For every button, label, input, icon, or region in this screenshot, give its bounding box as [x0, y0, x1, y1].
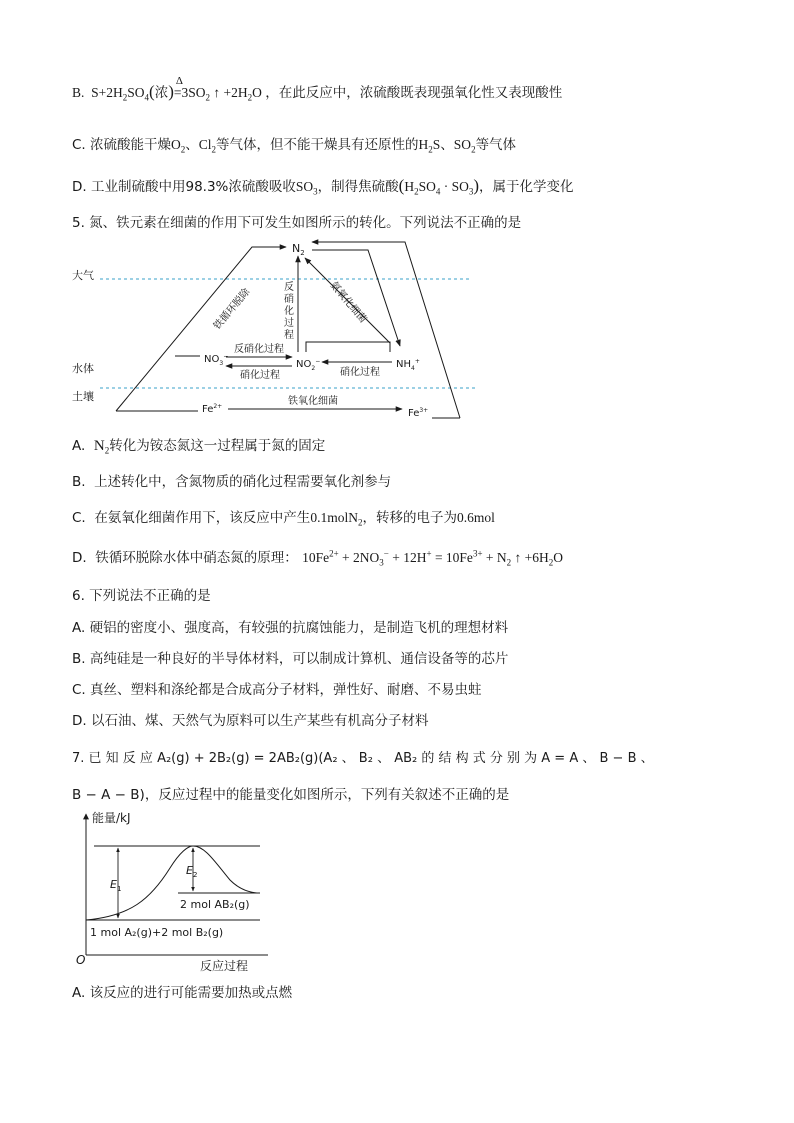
q4-option-c: C. 浓硫酸能干燥$O_2$、$Cl_2$等气体，但不能干燥具有还原性的$H_2S$、$SO_2$等气体: [72, 137, 517, 155]
zone-air-label: 大气: [72, 269, 94, 282]
q6-option-c: C. 真丝、塑料和涤纶都是合成高分子材料，弹性好、耐磨、不易虫蛀: [72, 682, 482, 698]
e1-label: $E_1$: [110, 878, 122, 893]
iron-loop-label: [210, 285, 253, 332]
x-axis-label: 反应过程: [200, 959, 249, 973]
label-nitrify-right: 硝化过程: [340, 367, 380, 378]
q7-stem-line2: B − A − B)，反应过程中的能量变化如图所示，下列有关叙述不正确的是: [72, 787, 510, 803]
q6-option-a: A. 硬铝的密度小、强度高，有较强的抗腐蚀能力，是制造飞机的理想材料: [72, 620, 509, 636]
label-denitrify-horiz: 反硝化过程: [234, 344, 284, 355]
svg-text:氨氧化细菌: 氨氧化细菌: [327, 279, 369, 326]
q4-option-b: [72, 75, 563, 103]
species-fe3: $Fe^{3+}$: [408, 407, 429, 419]
product-label: 2 mol AB₂(g): [180, 898, 250, 911]
species-no2: $NO_2^-$: [296, 358, 321, 372]
fe-equation: $10Fe^{2+} + 2NO_3^- + 12H^+ = 10Fe^{3+} + N_2$ ↑ $+6H_2O$: [302, 548, 564, 568]
q5-option-a: A. $N_2$转化为铵态氮这一过程属于氮的固定: [72, 438, 326, 456]
q4-option-d: D. 工业制硫酸中用98.3%浓硫酸吸收$SO_3$，制得焦硫酸$(H_2SO_4 \cdot SO_3)$，属于化学变化: [72, 176, 574, 197]
zone-soil-label: 土壤: [72, 390, 94, 403]
species-fe2: $Fe^{2+}$: [202, 403, 223, 415]
equation: $S+2H_2SO_4$(浓) Δ $=3SO_2$ ↑ $+2H_2O$: [91, 75, 262, 103]
label-nitrify-left: 硝化过程: [240, 370, 280, 381]
arrow-nh4-to-n2: [305, 258, 390, 343]
bracket-no2-nh4: [306, 342, 390, 352]
label-iron-oxidizing: 铁氧化细菌: [288, 396, 338, 407]
species-n2: $N_2$: [292, 242, 305, 257]
e2-label: $E_2$: [186, 864, 198, 879]
option-text: ，在此反应中，浓硫酸既表现强氧化性又表现酸性: [265, 85, 563, 100]
q7-option-a: A. 该反应的进行可能需要加热或点燃: [72, 985, 293, 1001]
option-label: B.: [72, 85, 85, 100]
species-no3: $NO_3^-$: [204, 353, 229, 367]
ammonia-oxidation-label: [328, 279, 370, 326]
q5-option-d: D. 铁循环脱除水体中硝态氮的原理： $10Fe^{2+} + 2NO_3^- + 12H^+ = 10Fe^{3+} + N_2$ ↑ $+6H_2O$: [72, 548, 564, 568]
arrow-n2-to-nh4: [312, 250, 400, 346]
energy-curve: [86, 846, 260, 920]
arrow-fe-loop-left: [116, 247, 286, 411]
q6-option-b: B. 高纯硅是一种良好的半导体材料，可以制成计算机、通信设备等的芯片: [72, 651, 509, 667]
species-nh4: $NH_4^+$: [396, 358, 420, 372]
q6-stem: 6. 下列说法不正确的是: [72, 588, 211, 604]
reactant-label: 1 mol A₂(g)+2 mol B₂(g): [90, 926, 224, 939]
svg-text:铁循环脱除: 铁循环脱除: [211, 286, 253, 332]
denitrify-vertical-label: 反 硝 化 过 程: [284, 282, 294, 341]
y-axis-label: 能量/kJ: [92, 811, 131, 825]
q6-option-d: D. 以石油、煤、天然气为原料可以生产某些有机高分子材料: [72, 713, 429, 729]
zone-water-label: 水体: [72, 362, 94, 375]
q7-stem-line1: 7. 已 知 反 应 A₂(g) + 2B₂(g) = 2AB₂(g)(A₂ 、 B₂ 、 AB₂ 的 结 构 式 分 别 为 A = A 、 B − B 、: [72, 751, 654, 766]
q5-stem: 5. 氮、铁元素在细菌的作用下可发生如图所示的转化。下列说法不正确的是: [72, 215, 522, 231]
origin-label: O: [76, 953, 86, 967]
q5-option-b: B. 上述转化中，含氮物质的硝化过程需要氧化剂参与: [72, 474, 392, 490]
q5-option-c: C. 在氨氧化细菌作用下，该反应中产生0.1molN$_2$，转移的电子为0.6mol: [72, 510, 495, 528]
arrow-n2-outer-right: [312, 242, 460, 418]
